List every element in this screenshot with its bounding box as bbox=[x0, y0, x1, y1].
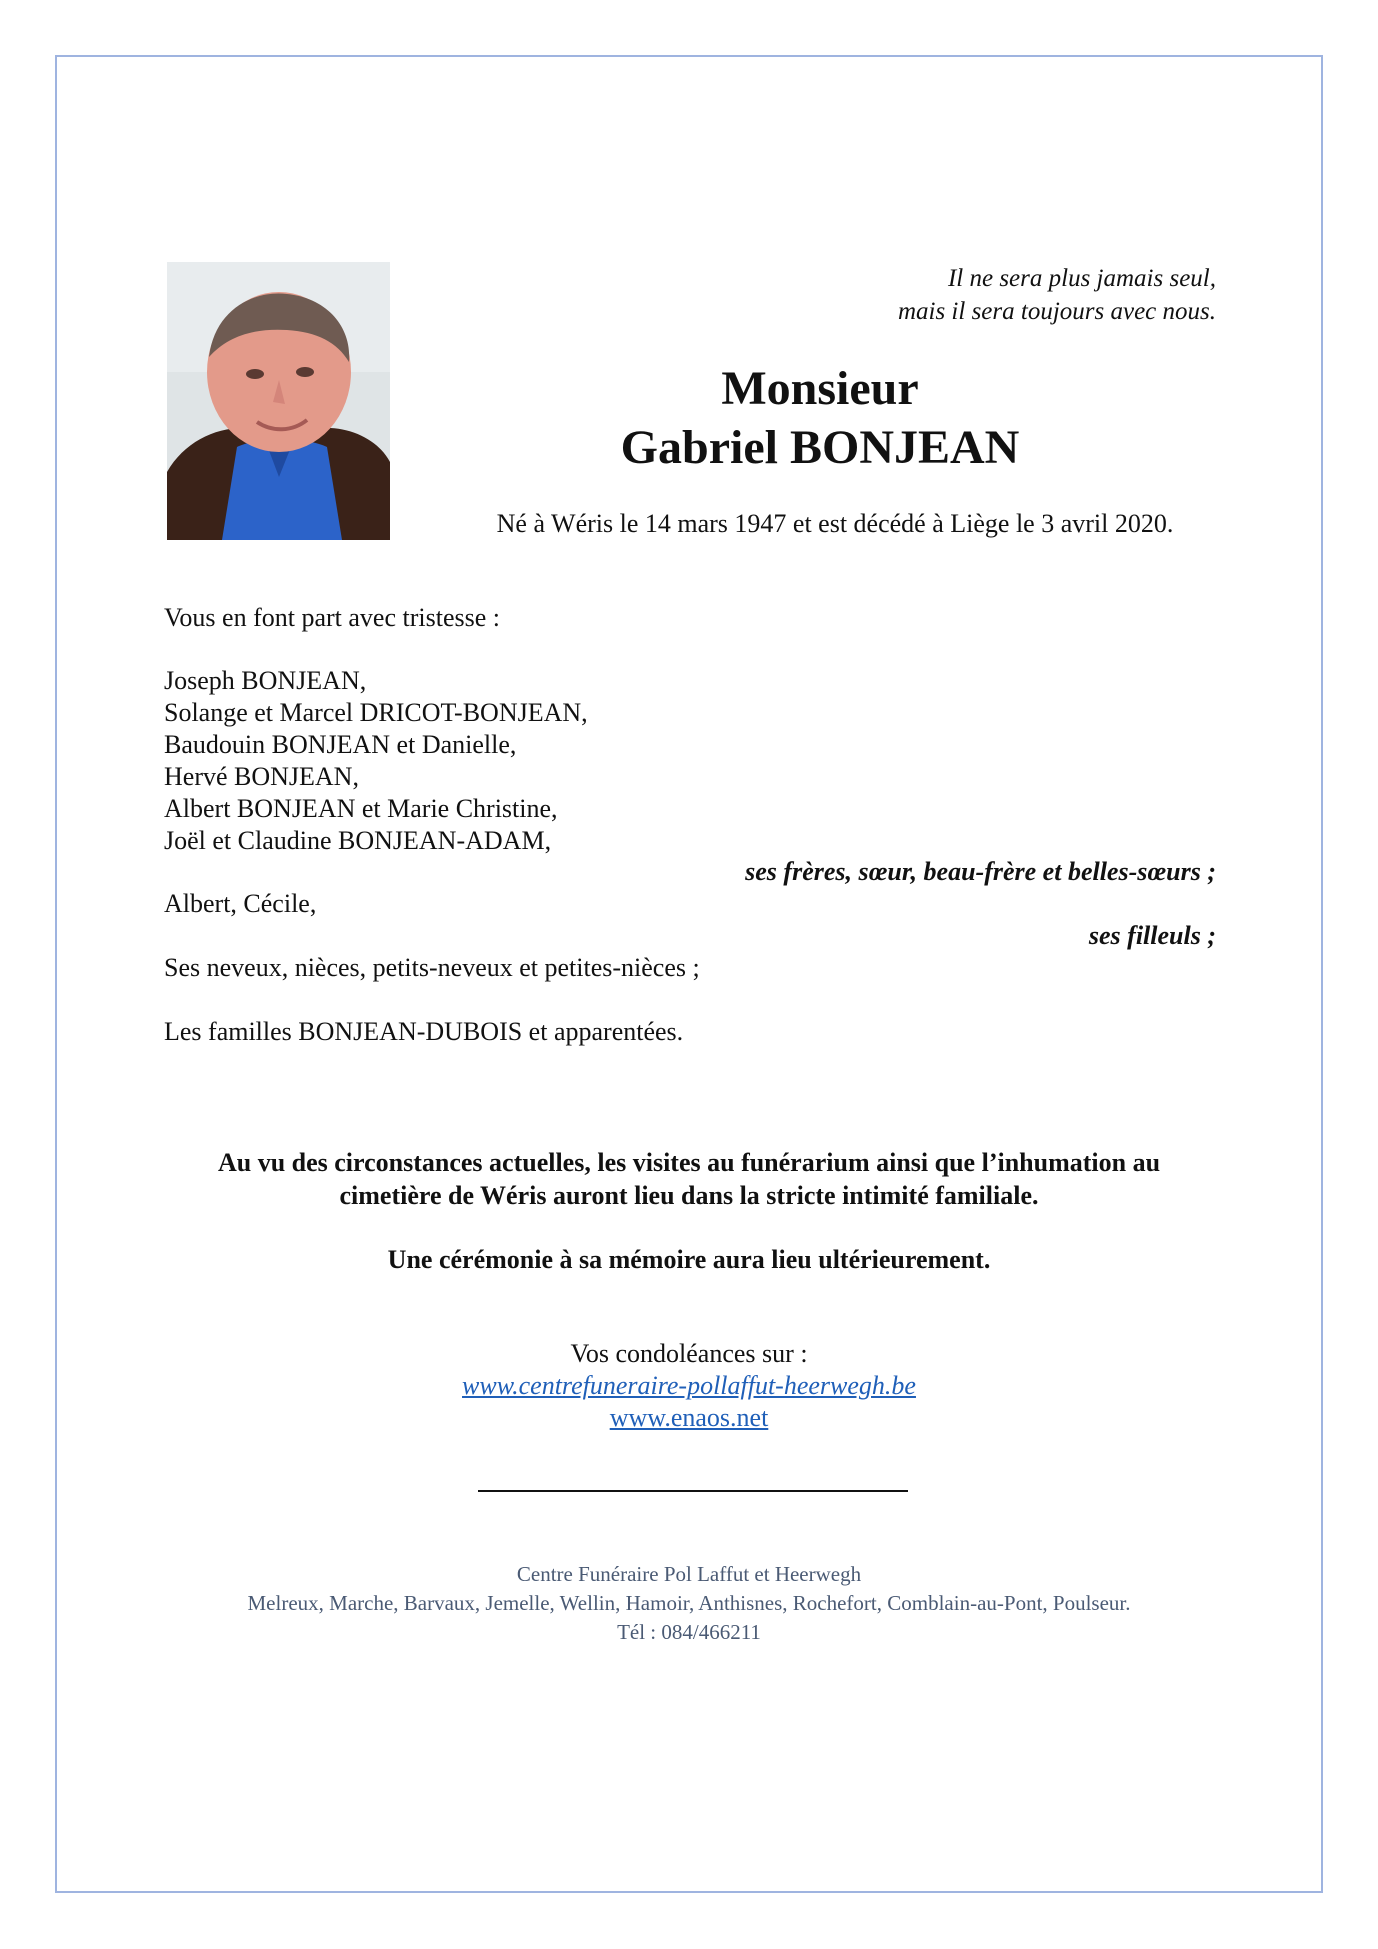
epigraph bbox=[616, 262, 1216, 328]
footer-phone: Tél : 084/466211 bbox=[617, 1620, 761, 1644]
siblings-list bbox=[164, 665, 588, 857]
notice-line-1: Au vu des circonstances actuelles, les visites au funérarium ainsi que l’inhumation au bbox=[217, 1148, 1161, 1177]
notice-line-2: cimetière de Wéris auront lieu dans la stricte intimité familiale. bbox=[339, 1181, 1039, 1210]
announcement-intro: Vous en font part avec tristesse : bbox=[164, 603, 500, 632]
epigraph-line-1: Il ne sera plus jamais seul, bbox=[947, 265, 1216, 292]
list-item: Baudouin BONJEAN et Danielle, bbox=[164, 730, 517, 759]
footer-locations: Melreux, Marche, Barvaux, Jemelle, Wellin, Hamoir, Anthisnes, Rochefort, Comblain-au-Pont, Poulseur. bbox=[247, 1591, 1131, 1615]
families-line: Les familles BONJEAN-DUBOIS et apparentées. bbox=[164, 1017, 684, 1046]
footer bbox=[140, 1560, 1238, 1647]
list-item: Joseph BONJEAN, bbox=[164, 666, 367, 695]
birth-death-line: Né à Wéris le 14 mars 1947 et est décédé à Liège le 3 avril 2020. bbox=[496, 509, 1174, 538]
godchildren: Albert, Cécile, bbox=[164, 889, 317, 918]
footer-company: Centre Funéraire Pol Laffut et Heerwegh bbox=[516, 1562, 862, 1586]
ceremony-notice: Une cérémonie à sa mémoire aura lieu ultérieurement. bbox=[387, 1245, 991, 1274]
funeral-center-link[interactable]: www.centrefuneraire-pollaffut-heerwegh.be bbox=[462, 1371, 916, 1400]
godchildren-role: ses filleuls ; bbox=[1088, 921, 1216, 950]
separator-line bbox=[478, 1490, 908, 1492]
deceased-name: Gabriel BONJEAN bbox=[620, 421, 1020, 474]
condolences-block bbox=[340, 1338, 1038, 1434]
list-item: Hervé BONJEAN, bbox=[164, 762, 359, 791]
enaos-link[interactable]: www.enaos.net bbox=[609, 1403, 769, 1432]
salutation: Monsieur bbox=[721, 362, 919, 415]
portrait-photo bbox=[167, 262, 390, 540]
epigraph-line-2: mais il sera toujours avec nous. bbox=[897, 298, 1216, 325]
siblings-role: ses frères, sœur, beau-frère et belles-sœurs ; bbox=[745, 857, 1216, 886]
condolences-label: Vos condoléances sur : bbox=[570, 1339, 808, 1368]
list-item: Joël et Claudine BONJEAN-ADAM, bbox=[164, 826, 552, 855]
list-item: Albert BONJEAN et Marie Christine, bbox=[164, 794, 558, 823]
nephews-line: Ses neveux, nièces, petits-neveux et petites-nièces ; bbox=[164, 953, 700, 982]
list-item: Solange et Marcel DRICOT-BONJEAN, bbox=[164, 698, 588, 727]
circumstances-notice bbox=[140, 1146, 1238, 1212]
